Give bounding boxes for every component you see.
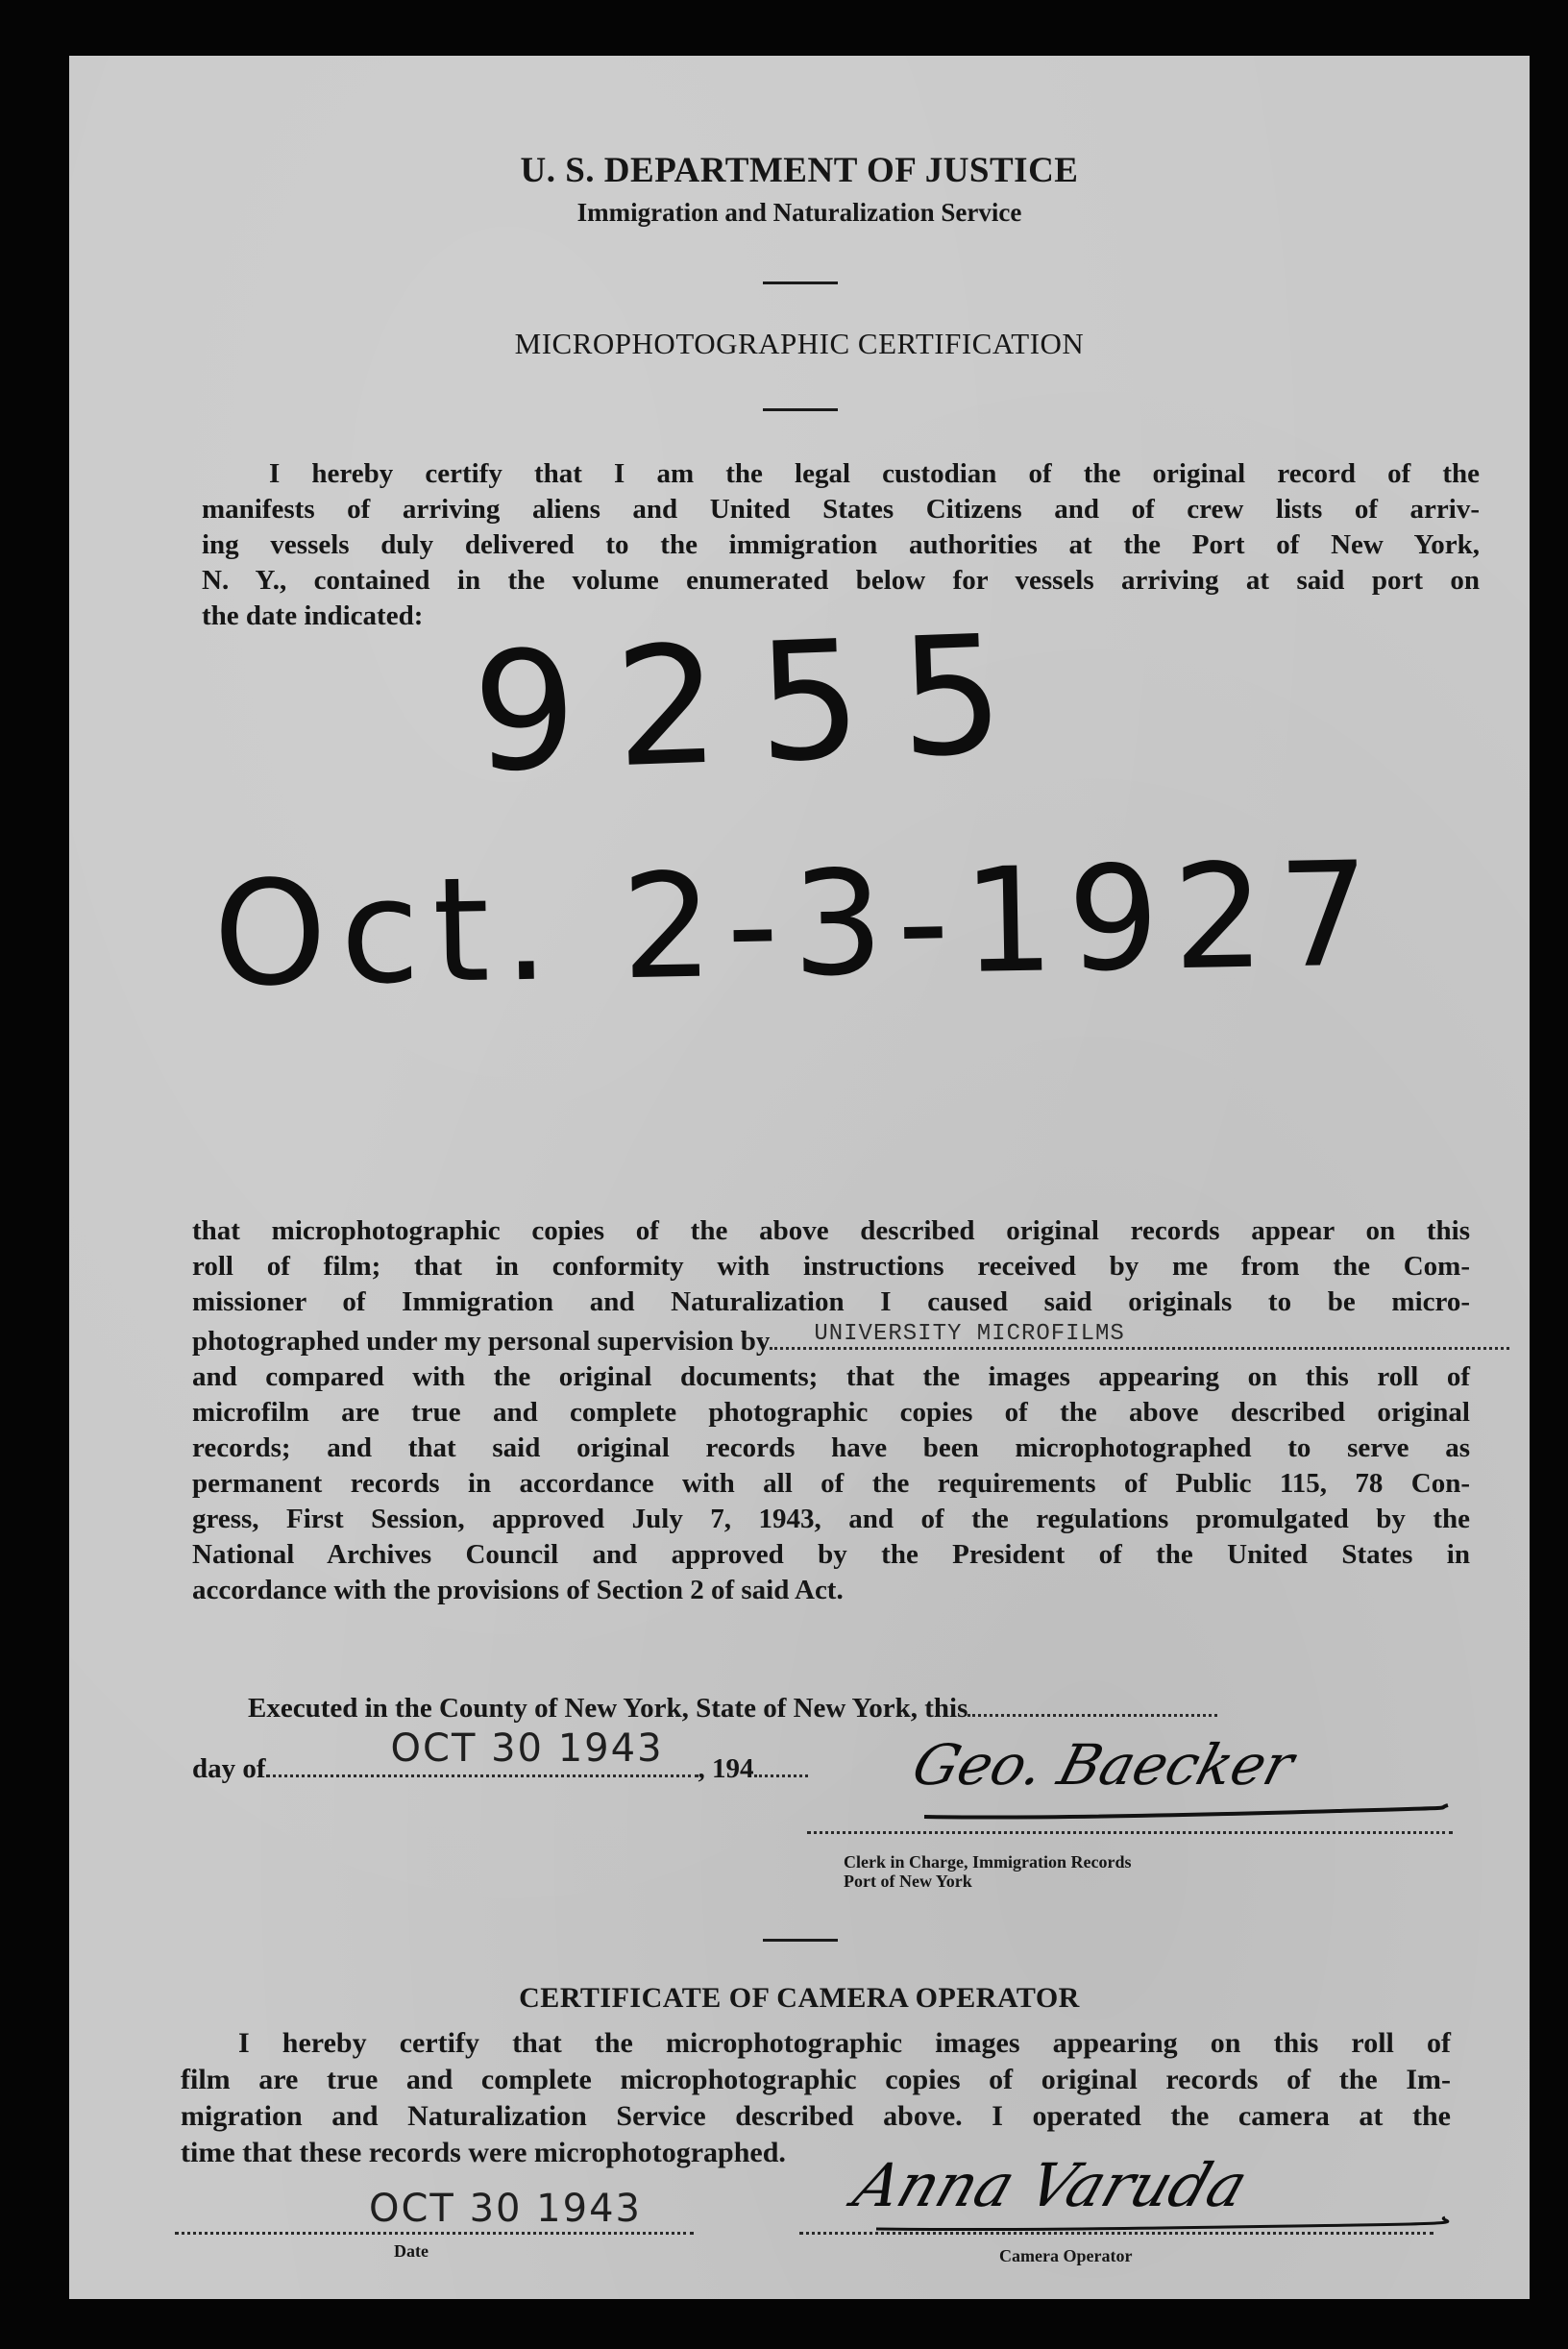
intro-line: I hereby certify that I am the legal custodian of the original record of the [269,458,1480,489]
camera-date-label: Date [394,2241,429,2261]
intro-line: manifests of arriving aliens and United States Citizens and of crew lists of arriv- [202,494,1480,525]
operator-signature-stroke [857,2208,1453,2240]
executed-day-field [968,1691,1217,1717]
body-line: accordance with the provisions of Section 2 of said Act. [192,1575,844,1605]
body-paragraph [192,1213,1470,1608]
supervisor-field [770,1320,1509,1350]
body-line: permanent records in accordance with all of the requirements of Public 115, 78 Con- [192,1468,1470,1499]
body-line: National Archives Council and approved by the President of the United States in [192,1539,1470,1570]
day-of-field [266,1726,698,1777]
supervisor-name: UNIVERSITY MICROFILMS [814,1321,1125,1347]
department-heading: U. S. DEPARTMENT OF JUSTICE [520,151,1079,190]
handwritten-volume-number: 9255 [469,599,1045,810]
certification-title: MICROPHOTOGRAPHIC CERTIFICATION [514,327,1085,360]
clerk-signature: Geo. Baecker [905,1732,1301,1798]
intro-line: the date indicated: [202,600,424,631]
intro-line: N. Y., contained in the volume enumerated below for vessels arriving at said port on [202,565,1480,596]
year-field [754,1751,808,1777]
operator-label: Camera Operator [999,2246,1133,2265]
body-line: microfilm are true and complete photographic copies of the above described original [192,1397,1470,1428]
camera-date-line [175,2232,694,2235]
clerk-port: Port of New York [844,1872,972,1891]
body-line: roll of film; that in conformity with instructions received by me from the Com- [192,1251,1470,1282]
handwritten-record-date: Oct. 2-3-1927 [211,831,1385,1019]
year-suffix: , 194 [698,1753,754,1784]
camera-paragraph [181,2025,1451,2171]
body-line: and compared with the original documents; that the images appearing on this roll of [192,1361,1470,1392]
clerk-signature-stroke [915,1790,1453,1828]
camera-line: I hereby certify that the microphotographic images appearing on this roll of [238,2027,1451,2059]
clerk-title: Clerk in Charge, Immigration Records [844,1852,1132,1872]
intro-line: ing vessels duly delivered to the immigration authorities at the Port of New York, [202,529,1480,560]
day-of-line [192,1726,808,1785]
supervision-label: photographed under my personal supervision by [192,1326,771,1357]
operator-signature-line [799,2232,1433,2235]
day-of-stamp: OCT 30 1943 [390,1726,664,1771]
operator-signature: Anna Varuda [845,2150,1257,2220]
title-divider [763,408,838,411]
camera-certificate-title: CERTIFICATE OF CAMERA OPERATOR [519,1982,1080,2014]
body-line: records; and that said original records have been microphotographed to serve as [192,1432,1470,1463]
body-line: that microphotographic copies of the above described original records appear on this [192,1215,1470,1246]
body-line: missioner of Immigration and Naturalization I caused said originals to be micro- [192,1286,1470,1317]
camera-line: time that these records were microphotographed. [181,2137,786,2168]
day-of-label: day of [192,1753,266,1784]
body-line: gress, First Session, approved July 7, 1943, and of the regulations promulgated by the [192,1504,1470,1534]
executed-line [248,1691,1217,1725]
clerk-signature-line [807,1831,1453,1834]
executed-text: Executed in the County of New York, State of New York, this [248,1693,968,1724]
camera-divider [763,1939,838,1942]
camera-date-stamp: OCT 30 1943 [369,2187,642,2231]
camera-line: film are true and complete microphotographic copies of original records of the Im- [181,2064,1451,2095]
certificate-page [69,56,1530,2299]
supervision-line [192,1320,1470,1359]
camera-line: migration and Naturalization Service described above. I operated the camera at the [181,2100,1451,2132]
header-divider [763,281,838,284]
service-subheading: Immigration and Naturalization Service [576,198,1022,227]
